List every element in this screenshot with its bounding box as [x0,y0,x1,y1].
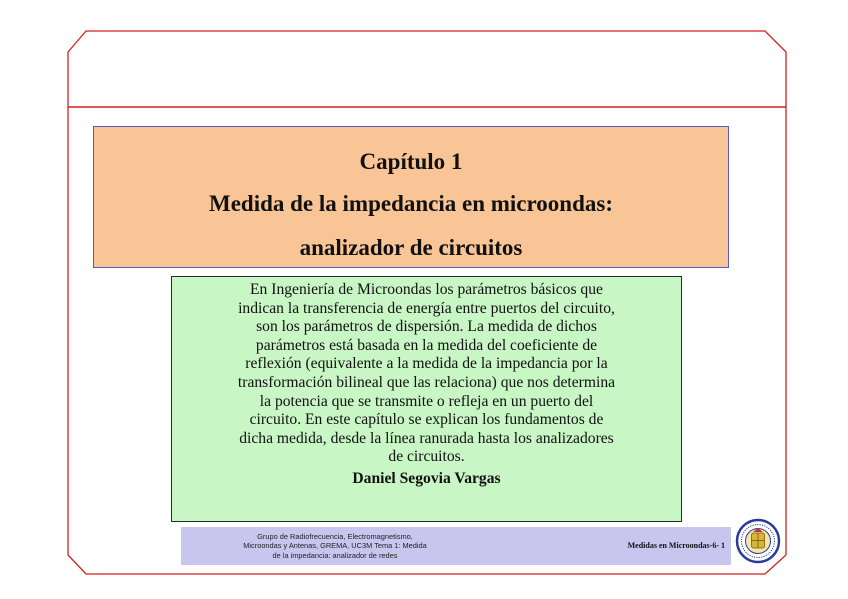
footer-bar [181,527,731,565]
chapter-title-line-1: Medida de la impedancia en microondas: [208,191,613,216]
abstract-line: reflexión (equivalente a la medida de la impedancia por la [245,355,608,373]
author-name: Daniel Segovia Vargas [352,469,501,487]
chapter-title-box [93,126,729,268]
footer-line: Grupo de Radiofrecuencia, Electromagnetismo, [257,532,413,541]
abstract-box [171,276,682,522]
footer-line: Microondas y Antenas, GREMA, UC3M Tema 1: Medida [243,541,427,551]
abstract-line: circuito. En este capítulo se explican los fundamentos de [249,411,604,429]
abstract-line: la potencia que se transmite o refleja en un puerto del [259,392,594,410]
abstract-text [182,281,671,467]
abstract-line: dicha medida, desde la línea ranurada hasta los analizadores [239,429,614,447]
abstract-line: de circuitos. [388,448,465,466]
frame-top-border [68,31,786,52]
chapter-number: Capítulo 1 [359,149,463,174]
abstract-line: parámetros está basada en la medida del coeficiente de [255,336,598,354]
abstract-line: son los parámetros de dispersión. La medida de dichos [256,318,597,336]
footer-page-label: Medidas en Microondas-6- 1 [627,541,725,550]
university-seal-icon [735,518,781,564]
abstract-line: En Ingeniería de Microondas los parámetros básicos que [250,281,603,298]
chapter-title-line-2: analizador de circuitos [299,235,523,260]
footer-line: de la impedancia: analizador de redes [272,550,398,560]
footer-group-text [215,532,455,560]
abstract-line: transformación bilineal que las relaciona) que nos determina [237,373,616,391]
abstract-line: indican la transferencia de energía entre puertos del circuito, [238,299,615,317]
